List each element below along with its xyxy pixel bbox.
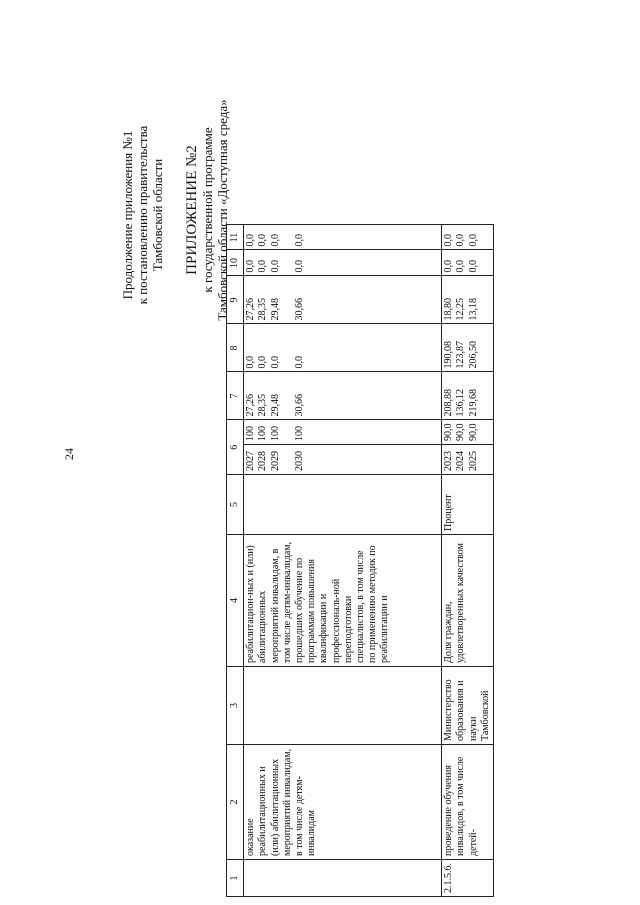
- table-cell: 208,88 136,12 219,68: [442, 372, 494, 420]
- year-cell: 2027 2028 2029 2030: [244, 445, 442, 475]
- col-number: 6: [227, 420, 244, 475]
- continuation-header: [120, 65, 165, 365]
- page-number: 24: [62, 448, 76, 460]
- table-cell: 27,26 28,35 29,48 30,66: [244, 276, 442, 324]
- header-line: Тамбовской области: [150, 158, 165, 272]
- appendix-header: [185, 60, 230, 360]
- table-row: [244, 225, 442, 897]
- table-cell: 90,0 90,0 90,0: [442, 420, 494, 445]
- col-number: 8: [227, 324, 244, 372]
- col-number: 1: [227, 860, 244, 897]
- col-number: 7: [227, 372, 244, 420]
- table-cell: 18,80 12,25 13,18: [442, 276, 494, 324]
- table-cell: Процент: [442, 475, 494, 535]
- col-number: 3: [227, 667, 244, 745]
- header-line: Продолжение приложения №1: [120, 130, 135, 300]
- col-number: 10: [227, 250, 244, 276]
- header-line: Тамбовской области «Доступная среда»: [215, 99, 230, 321]
- table-cell: 0,0 0,0 0,0 0,0: [244, 250, 442, 276]
- table-cell: Доля граждан, удовлетворенных качеством: [442, 535, 494, 667]
- col-number: 9: [227, 276, 244, 324]
- program-table: [226, 225, 494, 898]
- table-row: [442, 225, 494, 897]
- appendix-title: ПРИЛОЖЕНИЕ №2: [184, 145, 200, 275]
- table-cell: оказание реабилитационных и (или) абилитационных мероприятий инвалидам, в том числе детям-инвалидам: [244, 745, 442, 860]
- table-cell: [244, 667, 442, 745]
- table-cell: [244, 860, 442, 897]
- table-cell: реабилитацион-ных и (или) абилитационных мероприятий инвалидам, в том числе детям-инвалидам, прошедших обучение по программам повышения квалификации и профессиональ-ной переподготовки специалистов, в том числе по применению методик по реабилитации и: [244, 535, 442, 667]
- header-line: к государственной программе: [200, 127, 215, 293]
- col-number: 4: [227, 535, 244, 667]
- table-cell: проведение обучения инвалидов, в том числе детей-: [442, 745, 494, 860]
- col-number: 11: [227, 225, 244, 250]
- table-cell: 0,0 0,0 0,0 0,0: [244, 324, 442, 372]
- table-cell: 100 100 100 100: [244, 420, 442, 445]
- table-cell: 190,08 123,87 206,50: [442, 324, 494, 372]
- table-cell: 0,0 0,0 0,0: [442, 250, 494, 276]
- table-cell: Министерство образования и науки Тамбовской: [442, 667, 494, 745]
- header-line: к постановлению правительства: [135, 125, 150, 305]
- table-cell: 0,0 0,0 0,0: [442, 225, 494, 250]
- table-cell: 0,0 0,0 0,0 0,0: [244, 225, 442, 250]
- table-cell: 27,26 28,35 29,48 30,66: [244, 372, 442, 420]
- table-cell: [244, 475, 442, 535]
- year-cell: 2023 2024 2025: [442, 445, 494, 475]
- table-cell: 2.1.5.6.: [442, 860, 494, 897]
- col-number: 5: [227, 475, 244, 535]
- column-number-row: [227, 225, 244, 897]
- col-number: 2: [227, 745, 244, 860]
